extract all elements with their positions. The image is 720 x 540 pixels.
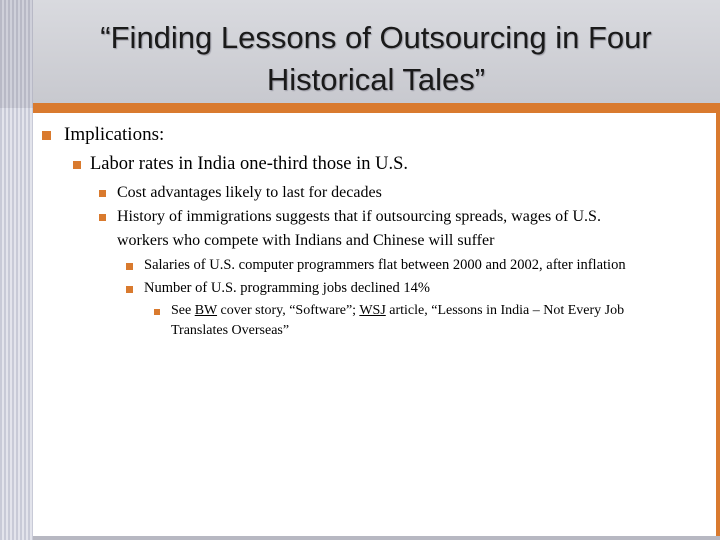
see-middle: cover story, “Software”; <box>217 303 360 318</box>
bullet-history-line2: workers who compete with Indians and Chinese will suffer <box>117 232 495 249</box>
bullet-square-icon <box>154 309 160 315</box>
bullet-history-line1: History of immigrations suggests that if outsourcing spreads, wages of U.S. <box>117 208 601 225</box>
bullet-square-icon <box>99 190 106 197</box>
bullet-square-icon <box>42 131 51 140</box>
slide-title: “Finding Lessons of Outsourcing in Four Historical Tales” <box>100 20 652 97</box>
see-prefix: See <box>171 303 195 318</box>
bullet-salaries: Salaries of U.S. computer programmers flat between 2000 and 2002, after inflation <box>144 257 626 273</box>
bullet-labor-rates: Labor rates in India one-third those in U.S. <box>90 154 409 174</box>
bullet-see-line2: Translates Overseas” <box>171 323 290 338</box>
bullet-square-icon <box>73 161 81 169</box>
bullet-square-icon <box>126 263 133 270</box>
wsj-reference: WSJ <box>359 303 386 318</box>
bullet-implications: Implications: <box>64 124 165 145</box>
bw-reference: BW <box>194 303 218 318</box>
bullet-cost-advantages: Cost advantages likely to last for decades <box>117 184 382 201</box>
bullet-square-icon <box>126 286 133 293</box>
see-suffix: article, “Lessons in India – Not Every Job <box>385 303 625 318</box>
bullet-number-jobs: Number of U.S. programming jobs declined 14% <box>144 280 430 296</box>
bullet-square-icon <box>99 214 106 221</box>
bullet-see-reference <box>171 303 624 319</box>
